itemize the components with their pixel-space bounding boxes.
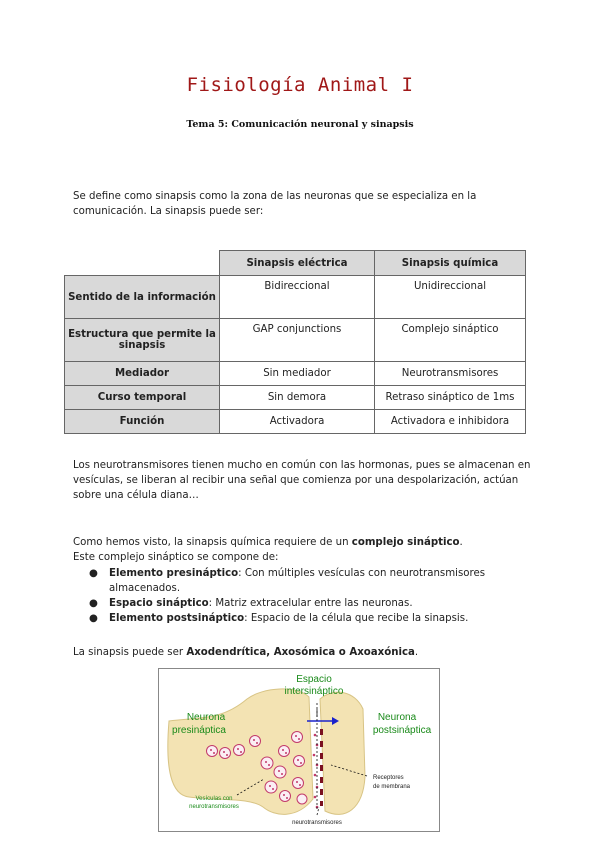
table-cell: Activadora e inhibidora <box>375 410 526 434</box>
table-cell: Sin mediador <box>220 362 375 386</box>
synapse-diagram <box>158 668 440 832</box>
synapse-types-paragraph <box>73 645 533 660</box>
label-receptors-line2: de membrana <box>373 784 411 790</box>
intro-paragraph: Se define como sinapsis como la zona de las neuronas que se especializa en la comunicación. La sinapsis puede ser: <box>73 191 477 217</box>
synapse-diagram-svg <box>159 669 439 831</box>
label-receptors-line1: Receptores <box>373 775 404 781</box>
list-item-desc: : Matriz extracelular entre las neuronas. <box>208 598 413 609</box>
table-row <box>65 386 526 410</box>
label-vesicles-line1: Vesículas con <box>195 796 233 802</box>
bullet-icon: ● <box>89 613 98 624</box>
document-subtitle: Tema 5: Comunicación neuronal y sinapsis <box>186 119 414 130</box>
complex-lead-end: . <box>459 537 463 548</box>
label-neurotransmitters: neurotransmisores <box>292 820 342 826</box>
neurotransmitters-paragraph: Los neurotransmisores tienen mucho en común con las hormonas, pues se almacenan en vesículas, se liberan al recibir una señal que comienza por una despolarización, actúan sobre una célula diana… <box>73 460 531 501</box>
complex-lead-text: Como hemos visto, la sinapsis química requiere de un <box>73 537 352 548</box>
label-pre-line2: presináptica <box>172 725 226 736</box>
label-vesicles-line2: neurotransmisores <box>189 804 239 810</box>
table-cell: Neurotransmisores <box>375 362 526 386</box>
table-cell: Complejo sináptico <box>375 319 526 362</box>
types-bold: Axodendrítica, Axosómica o Axoaxónica <box>186 647 415 658</box>
table-corner <box>65 251 220 276</box>
label-space-line1: Espacio <box>296 674 332 685</box>
cleft-neurotransmitters <box>313 734 319 809</box>
row-header: Estructura que permite la sinapsis <box>65 319 220 362</box>
bullet-icon: ● <box>89 598 98 609</box>
list-item <box>87 596 537 611</box>
table-cell: GAP conjunctions <box>220 319 375 362</box>
row-header: Sentido de la información <box>65 276 220 319</box>
list-item <box>87 611 537 626</box>
label-post-line2: postsináptica <box>372 725 432 736</box>
label-post-line1: Neurona <box>377 712 417 723</box>
column-header-electrica: Sinapsis eléctrica <box>220 251 375 276</box>
table-cell: Bidireccional <box>220 276 375 319</box>
table-row <box>65 319 526 362</box>
table-cell: Retraso sináptico de 1ms <box>375 386 526 410</box>
types-end: . <box>414 647 419 658</box>
row-header: Curso temporal <box>65 386 220 410</box>
list-item-desc: : Con múltiples vesículas con neurotransmisores almacenados. <box>109 568 486 594</box>
complex-line2: Este complejo sináptico se compone de: <box>73 552 279 563</box>
row-header: Mediador <box>65 362 220 386</box>
list-item-term: Elemento presináptico <box>109 568 239 579</box>
bullet-icon: ● <box>89 568 98 579</box>
table-cell: Activadora <box>220 410 375 434</box>
table-row <box>65 276 526 319</box>
complex-paragraph <box>73 535 533 565</box>
row-header: Función <box>65 410 220 434</box>
column-header-quimica: Sinapsis química <box>375 251 526 276</box>
complex-components-list <box>87 566 537 626</box>
complex-lead-bold: complejo sináptico <box>351 537 460 548</box>
document-title: Fisiología Animal I <box>186 74 414 96</box>
list-item-desc: : Espacio de la célula que recibe la sinapsis. <box>244 613 469 624</box>
types-text: La sinapsis puede ser <box>73 647 187 658</box>
list-item <box>87 566 537 596</box>
list-item-term: Espacio sináptico <box>109 598 209 609</box>
table-cell: Sin demora <box>220 386 375 410</box>
postsynaptic-terminal <box>320 692 365 814</box>
table-cell: Unidireccional <box>375 276 526 319</box>
label-pre-line1: Neurona <box>186 712 226 723</box>
synapse-comparison-table <box>64 250 526 434</box>
table-row <box>65 410 526 434</box>
label-space-line2: intersináptico <box>284 686 344 697</box>
table-row <box>65 362 526 386</box>
list-item-term: Elemento postsináptico <box>109 613 245 624</box>
